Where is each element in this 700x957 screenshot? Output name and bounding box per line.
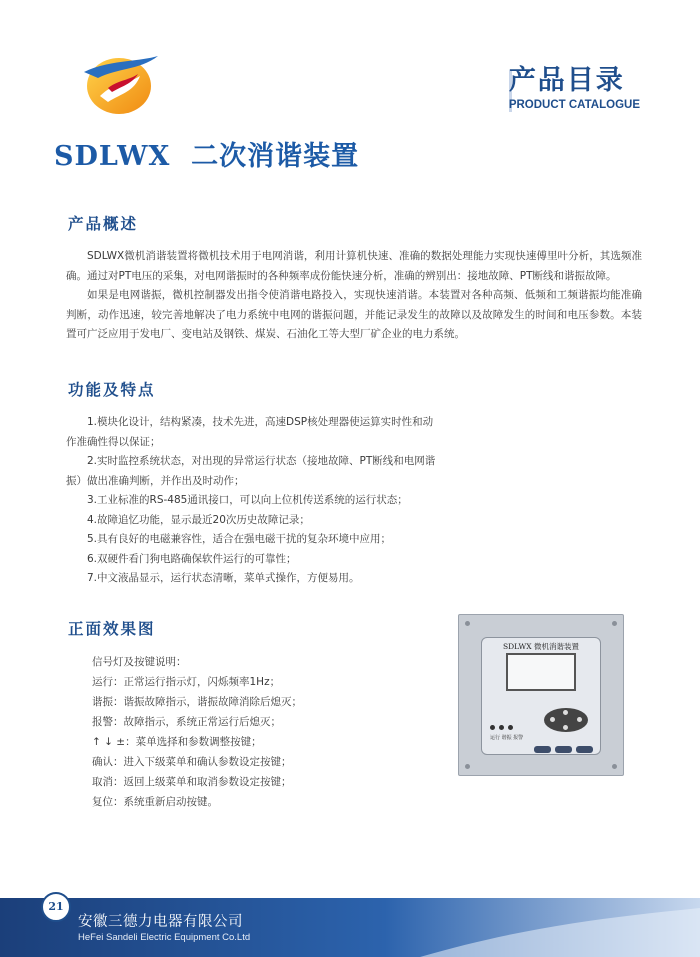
features-heading: 功能及特点 — [68, 381, 156, 399]
legend-line: ↑ ↓ ±：菜单选择和参数调整按键； — [92, 736, 262, 748]
overview-paragraph: 如果是电网谐振，微机控制器发出指令使消谐电路投入，实现快速消谐。本装置对各种高频、低频和工频谐振均能准确判断，动作迅速，较完善地解决了电力系统中电网的谐振问题，并能记录发生的故障以及故障发生的时间和电压参数。本装置可广泛应用于发电厂、变电站及钢铁、煤炭、石油化工等大型厂矿企业的电力系统。 — [66, 289, 642, 340]
right-arrow-icon — [577, 717, 582, 722]
front-view-legend — [92, 652, 302, 812]
company-name-en: HeFei Sandeli Electric Equipment Co.Ltd — [78, 932, 251, 943]
led-labels: 运行 谐振 报警 — [490, 735, 524, 741]
feature-item: 3.工业标准的RS-485通讯接口，可以向上位机传送系统的运行状态； — [87, 494, 408, 506]
lcd-display — [506, 653, 576, 691]
screw-icon — [612, 764, 617, 769]
device-title: SDLWX 微机消谐装置 — [503, 642, 579, 651]
indicator-leds — [490, 715, 517, 734]
feature-item: 6.双硬件看门狗电路确保软件运行的可靠性； — [87, 552, 297, 565]
company-logo-icon — [78, 50, 160, 120]
cancel-key — [555, 746, 572, 753]
overview-body — [66, 247, 642, 345]
navigation-pad — [544, 708, 588, 732]
overview-heading: 产品概述 — [68, 215, 139, 233]
catalogue-title-cn: 产品目录 — [508, 65, 625, 96]
company-name-cn: 安徽三德力电器有限公司 — [78, 914, 243, 930]
page-title: SDLWX 二次消谐装置 — [54, 141, 360, 172]
legend-line: 信号灯及按键说明： — [92, 656, 187, 668]
feature-item: 4.故障追忆功能，显示最近20次历史故障记录； — [87, 513, 310, 526]
legend-line: 运行：正常运行指示灯，闪烁频率1Hz； — [92, 676, 281, 688]
screw-icon — [465, 764, 470, 769]
down-arrow-icon — [563, 725, 568, 730]
legend-line: 谐振：谐振故障指示，谐振故障消除后熄灭； — [92, 696, 302, 708]
front-view-heading: 正面效果图 — [68, 620, 156, 638]
feature-item: 2.实时监控系统状态，对出现的异常运行状态（接地故障、PT断线和电网谐振）做出准确判断，并作出及时动作； — [66, 455, 436, 487]
screw-icon — [612, 621, 617, 626]
catalogue-title-en: PRODUCT CATALOGUE — [508, 99, 640, 111]
feature-item: 1.模块化设计，结构紧凑，技术先进，高速DSP核处理器使运算实时性和动作准确性得以保证； — [66, 416, 434, 448]
legend-line: 复位：系统重新启动按键。 — [92, 796, 218, 808]
features-list — [66, 413, 438, 589]
legend-line: 确认：进入下级菜单和确认参数设定按键； — [92, 756, 292, 768]
resonance-led-icon — [499, 725, 504, 730]
run-led-icon — [490, 725, 495, 730]
overview-paragraph: SDLWX微机消谐装置将微机技术用于电网消谐，利用计算机快速、准确的数据处理能力实现快速傅里叶分析，其选频准确。通过对PT电压的采集，对电网谐振时的各种频率成份能快速分析，准确的辨别出：接地故障、PT断线和谐振故障。 — [66, 250, 642, 282]
legend-line: 取消：返回上级菜单和取消参数设定按键； — [92, 776, 292, 788]
screw-icon — [465, 621, 470, 626]
left-arrow-icon — [550, 717, 555, 722]
up-arrow-icon — [563, 710, 568, 715]
reset-key — [576, 746, 593, 753]
feature-item: 5.具有良好的电磁兼容性，适合在强电磁干扰的复杂环境中应用； — [87, 533, 392, 545]
feature-item: 7.中文液晶显示，运行状态清晰，菜单式操作，方便易用。 — [87, 572, 360, 584]
legend-line: 报警：故障指示，系统正常运行后熄灭； — [92, 716, 281, 728]
device-face — [481, 637, 601, 755]
device-front-panel — [458, 614, 624, 776]
catalogue-header — [509, 66, 640, 112]
alarm-led-icon — [508, 725, 513, 730]
function-keys — [534, 738, 597, 757]
confirm-key — [534, 746, 551, 753]
page-number: 21 — [41, 892, 71, 922]
